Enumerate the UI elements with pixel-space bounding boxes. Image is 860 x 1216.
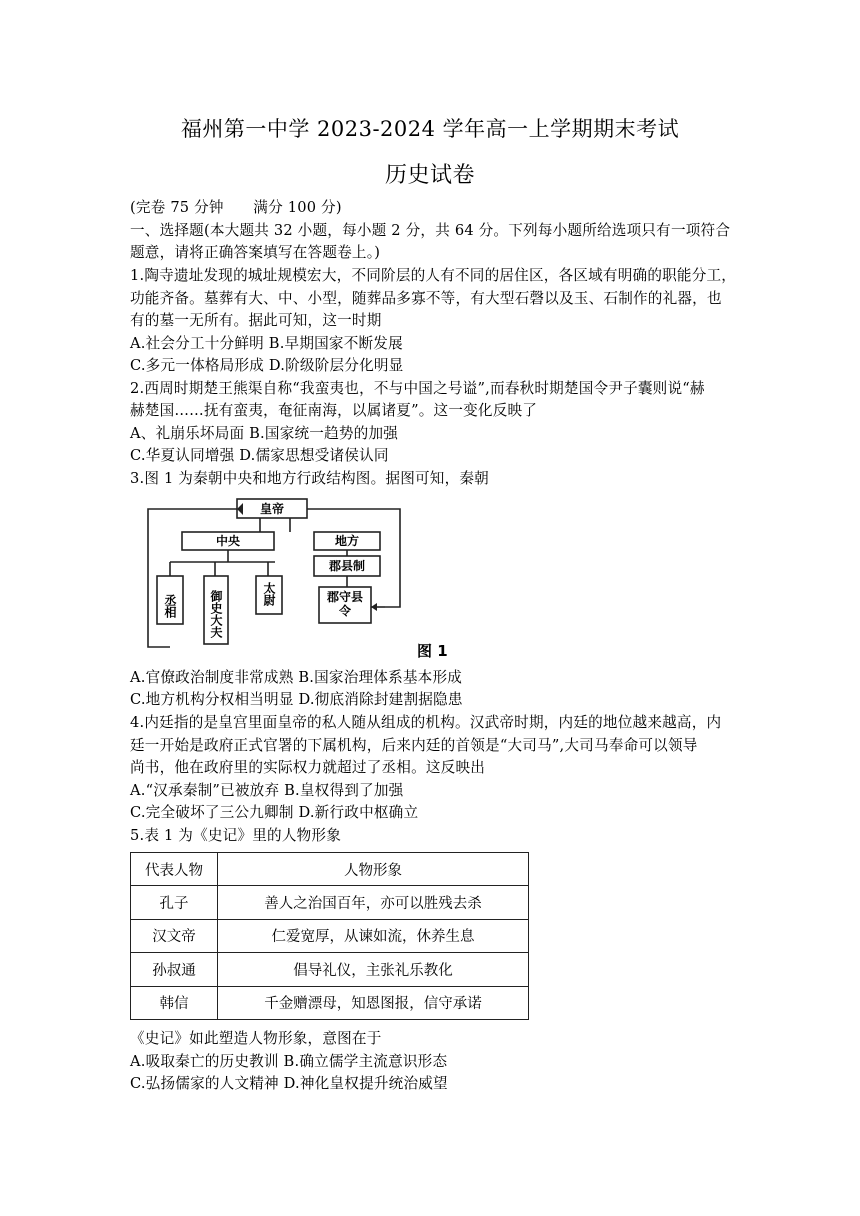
chengxiang-text: 丞相 xyxy=(163,594,177,618)
table-cell: 孔子 xyxy=(131,886,218,919)
table-cell: 韩信 xyxy=(131,986,218,1019)
q5-options-1: A.吸取秦亡的历史教训 B.确立儒学主流意识形态 xyxy=(130,1053,448,1070)
q1-stem-2: 功能齐备。墓葬有大、中、小型，随葬品多寡不等，有大型石磬以及玉、石制作的礼器，也 xyxy=(130,290,722,307)
q2-options-2: C.华夏认同增强 D.儒家思想受诸侯认同 xyxy=(130,447,389,464)
table-cell: 汉文帝 xyxy=(131,919,218,952)
table-cell: 倡导礼仪，主张礼乐教化 xyxy=(218,953,529,986)
q3-options-2: C.地方机构分权相当明显 D.彻底消除封建割据隐患 xyxy=(130,691,463,708)
q5-stem: 5.表 1 为《史记》里的人物形象 xyxy=(130,827,342,844)
table-cell: 善人之治国百年，亦可以胜残去杀 xyxy=(218,886,529,919)
table-header-cell: 代表人物 xyxy=(131,853,218,886)
emperor-text: 皇帝 xyxy=(259,502,285,516)
q4-stem-3: 尚书，他在政府里的实际权力就超过了丞相。这反映出 xyxy=(130,759,486,776)
table-row xyxy=(131,886,529,919)
q5-options-2: C.弘扬儒家的人文精神 D.神化皇权提升统治威望 xyxy=(130,1075,448,1092)
q1-stem-1: 1.陶寺遗址发现的城址规模宏大，不同阶层的人有不同的居住区，各区域有明确的职能分工， xyxy=(130,267,737,284)
q1-options-2: C.多元一体格局形成 D.阶级阶层分化明显 xyxy=(130,357,404,374)
q4-stem-1: 4.内廷指的是皇宫里面皇帝的私人随从组成的机构。汉武帝时期，内廷的地位越来越高，内 xyxy=(130,714,722,731)
table-row xyxy=(131,953,529,986)
q2-options-1: A、礼崩乐坏局面 B.国家统一趋势的加强 xyxy=(130,425,399,442)
q3-options-1: A.官僚政治制度非常成熟 B.国家治理体系基本形成 xyxy=(130,669,463,686)
q5-after: 《史记》如此塑造人物形象，意图在于 xyxy=(130,1030,382,1047)
q1-options-1: A.社会分工十分鲜明 B.早期国家不断发展 xyxy=(130,335,403,352)
q4-options-2: C.完全破坏了三公九卿制 D.新行政中枢确立 xyxy=(130,804,419,821)
yushi-text: 御史大夫 xyxy=(209,590,223,638)
table-header-row xyxy=(131,853,529,886)
exam-meta: (完卷 75 分钟 满分 100 分) xyxy=(130,199,342,216)
q2-stem-2: 赫楚国……抚有蛮夷，奄征南海，以属诸夏”。这一变化反映了 xyxy=(130,402,538,419)
q1-stem-3: 有的墓一无所有。据此可知，这一时期 xyxy=(130,312,382,329)
taiwei-text: 太尉 xyxy=(262,582,276,606)
central-text: 中央 xyxy=(215,534,241,548)
qin-structure-diagram xyxy=(140,492,440,662)
table-row xyxy=(131,919,529,952)
q4-stem-2: 廷一开始是政府正式官署的下属机构，后来内廷的首领是“大司马”,大司马奉命可以领导 xyxy=(130,737,698,754)
table-header-cell: 人物形象 xyxy=(218,853,529,886)
exam-title: 福州第一中学 2023-2024 学年高一上学期期末考试 xyxy=(180,117,680,141)
q2-stem-1: 2.西周时期楚王熊渠自称“我蛮夷也，不与中国之号谥”,而春秋时期楚国令尹子囊则说“赫 xyxy=(130,380,705,397)
table-cell: 孙叔通 xyxy=(131,953,218,986)
section-instructions-2: 题意，请将正确答案填写在答题卷上。) xyxy=(130,244,381,261)
q4-options-1: A.“汉承秦制”已被放弃 B.皇权得到了加强 xyxy=(130,782,404,799)
q3-stem: 3.图 1 为秦朝中央和地方行政结构图。据图可知，秦朝 xyxy=(130,470,489,487)
local-text: 地方 xyxy=(334,534,360,548)
junshou-text: 郡守县令 xyxy=(327,590,364,618)
junxian-text: 郡县制 xyxy=(328,559,366,573)
section-instructions-1: 一、选择题(本大题共 32 小题，每小题 2 分，共 64 分。下列每小题所给选项只有一项符合 xyxy=(130,222,731,239)
table-row xyxy=(131,986,529,1019)
shiji-figures-table xyxy=(130,852,529,1020)
table-cell: 千金赠漂母，知恩图报，信守承诺 xyxy=(218,986,529,1019)
table-cell: 仁爱宽厚，从谏如流，休养生息 xyxy=(218,919,529,952)
figure-1-label: 图 1 xyxy=(417,642,448,660)
exam-subtitle: 历史试卷 xyxy=(384,163,475,188)
